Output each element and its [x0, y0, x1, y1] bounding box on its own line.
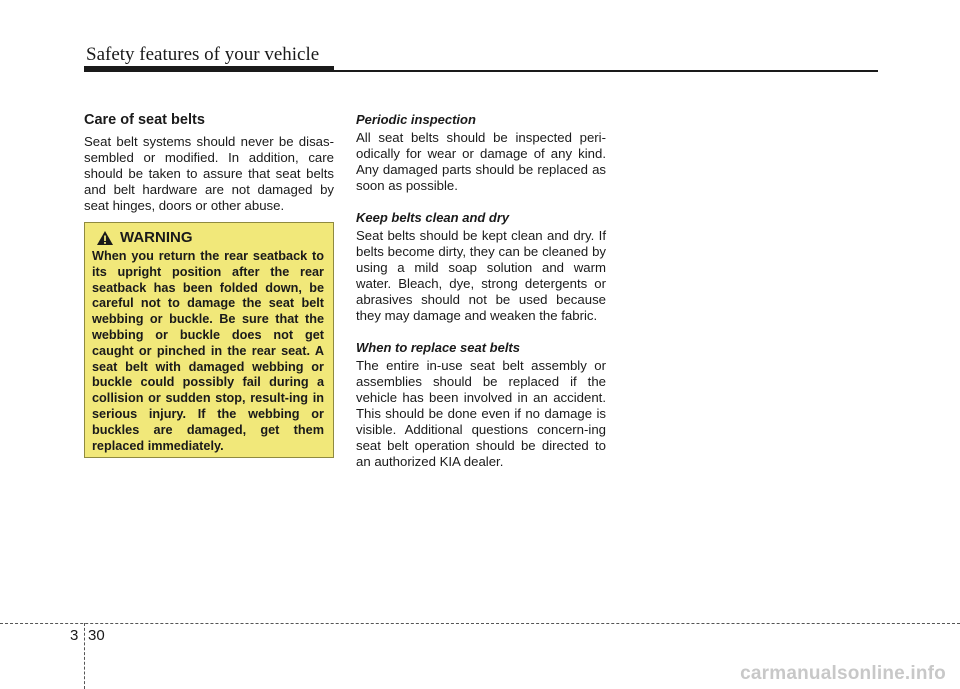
warning-triangle-icon: [96, 230, 114, 246]
header-rule-thin: [334, 70, 878, 72]
section-replace: [356, 340, 606, 470]
footer-divider: [84, 623, 85, 689]
chapter-number: 3: [70, 627, 79, 644]
left-column: [84, 112, 334, 214]
warning-title: WARNING: [120, 229, 193, 246]
footer-rule: [0, 623, 960, 624]
right-column: [356, 112, 606, 486]
care-body: Seat belt systems should never be disas-sembled or modified. In addition, care should be taken to assure that seat belts and belt hardware are not damaged by seat hinges, doors or other abuse.: [84, 134, 334, 213]
section-body: The entire in-use seat belt assembly or assemblies should be replaced if the vehicle has been involved in an accident. This should be done even if no damage is visible. Additional questions concern-ing seat belt operation should be directed to an authorized KIA dealer.: [356, 358, 606, 469]
page-header-title: Safety features of your vehicle: [86, 44, 320, 65]
section-heading: Keep belts clean and dry: [356, 210, 510, 225]
section-heading: When to replace seat belts: [356, 340, 520, 355]
section-body: All seat belts should be inspected peri-odically for wear or damage of any kind. Any damaged parts should be replaced as soon as possible.: [356, 130, 606, 193]
section-body: Seat belts should be kept clean and dry. If belts become dirty, they can be cleaned by using a mild soap solution and warm water. Bleach, dye, strong detergents or abrasives should not be used because they may damage and weaken the fabric.: [356, 228, 606, 323]
warning-text: When you return the rear seatback to its upright position after the rear seatback has been folded down, be careful not to damage the seat belt webbing or buckle. Be sure that the webbing or buckle does not get caught or pinched in the rear seat. A seat belt with damaged webbing or buckle could possibly fail during a collision or sudden stop, result-ing in serious injury. If the webbing or buckles are damaged, get them replaced immediately.: [92, 249, 324, 453]
care-heading: Care of seat belts: [84, 112, 205, 128]
warning-header: [96, 229, 324, 246]
page-number: 30: [88, 627, 105, 644]
header-rule-thick: [84, 66, 334, 72]
warning-box: [84, 222, 334, 458]
watermark: carmanualsonline.info: [740, 663, 946, 684]
section-clean-dry: [356, 210, 606, 324]
section-periodic-inspection: [356, 112, 606, 194]
section-heading: Periodic inspection: [356, 112, 476, 127]
